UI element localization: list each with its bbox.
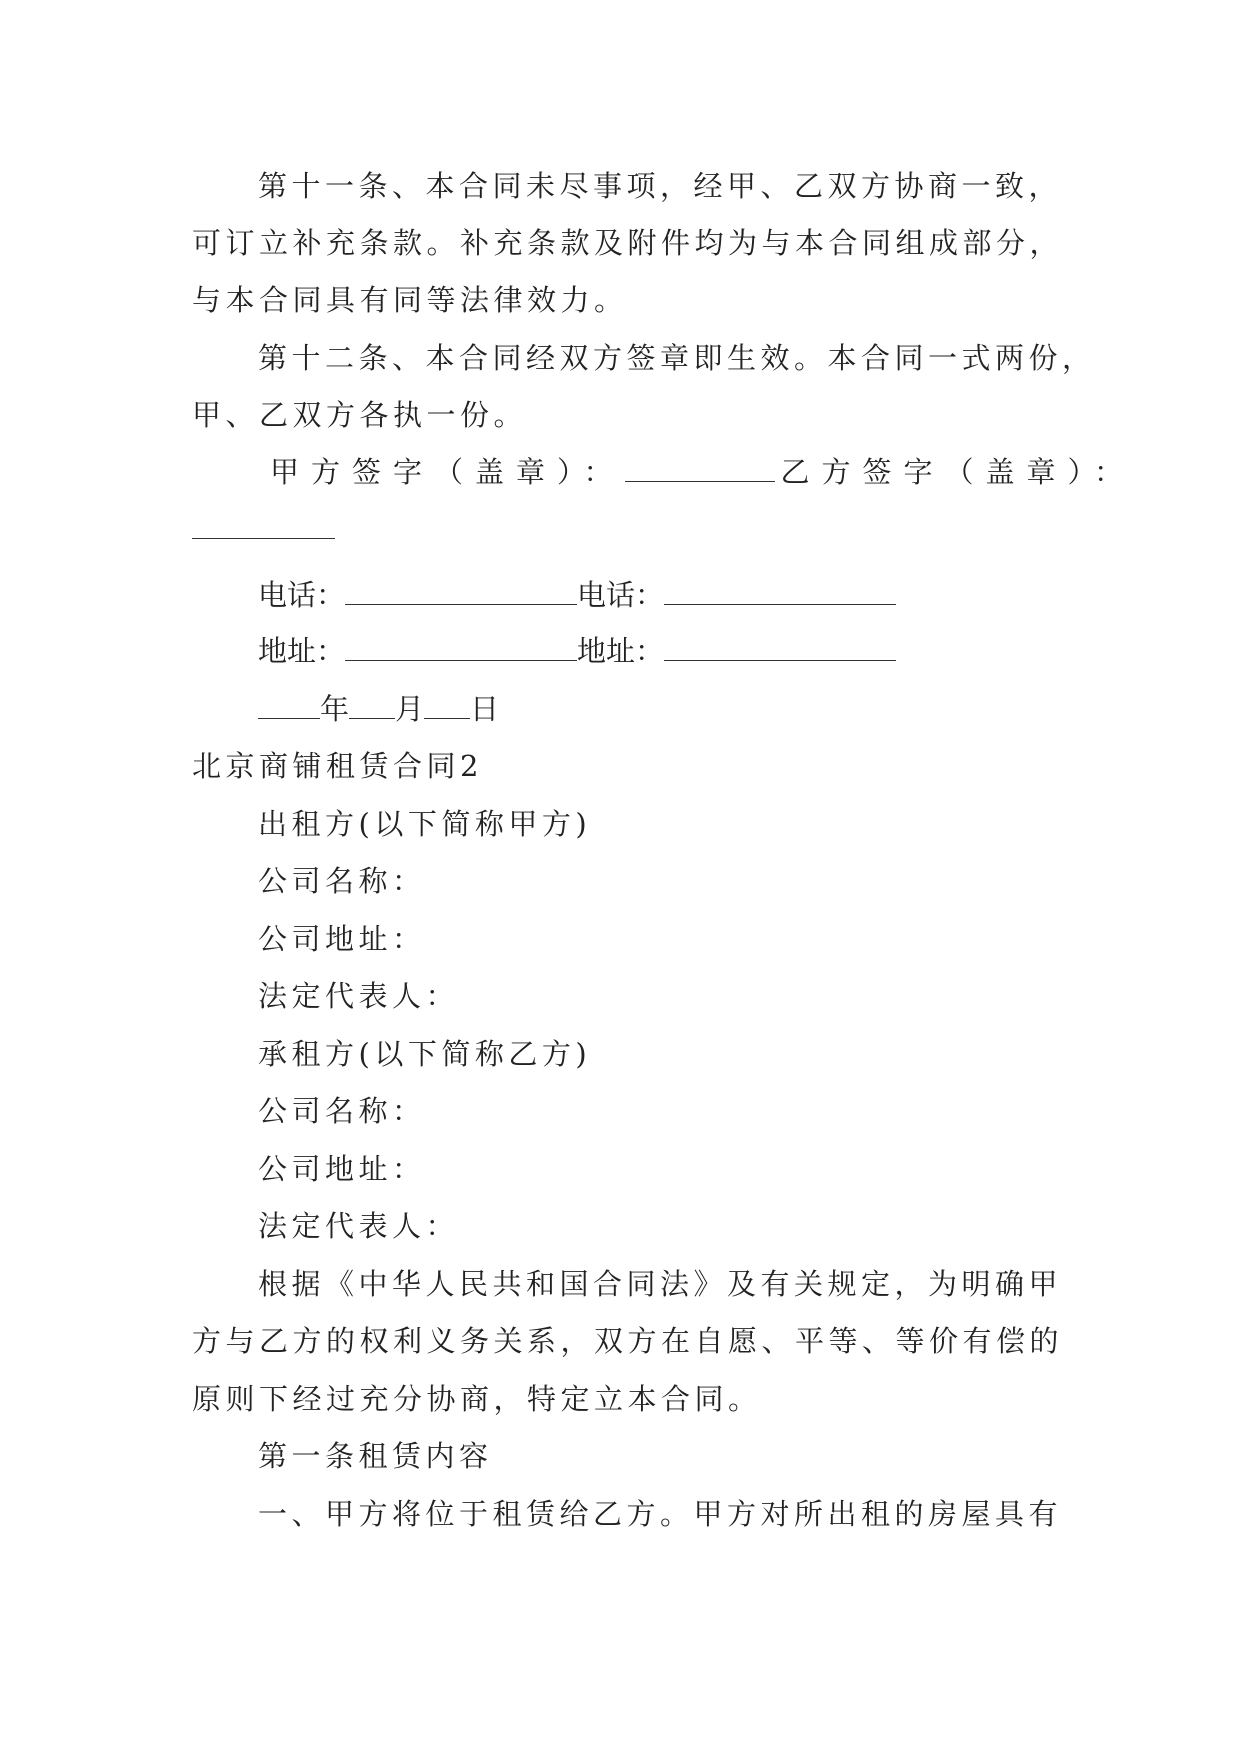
date-line (258, 690, 499, 728)
party-b-signature-line (192, 510, 335, 548)
party-a-address-label: 地址： (258, 634, 346, 668)
article11-line-3: 与本合同具有同等法律效力。 (192, 283, 628, 317)
party-b-phone-label: 电话： (577, 578, 665, 612)
preamble-line-1: 根据《中华人民共和国合同法》及有关规定，为明确甲 (258, 1267, 1063, 1301)
party-a-address-blank (345, 634, 577, 661)
party-b-phone-blank (664, 578, 896, 605)
article1-heading: 第一条租赁内容 (258, 1439, 493, 1473)
lessee-heading: 承租方(以下简称乙方) (258, 1037, 592, 1071)
year-label: 年 (320, 692, 350, 726)
preamble-line-3: 原则下经过充分协商，特定立本合同。 (192, 1382, 762, 1416)
month-label: 月 (395, 692, 425, 726)
year-blank (258, 692, 320, 719)
lessor-company-name-label: 公司名称： (258, 864, 426, 898)
day-label: 日 (470, 692, 500, 726)
article12-line-2: 甲、乙双方各执一份。 (192, 398, 528, 432)
party-b-signature-label: 乙方签字（盖章）： (780, 455, 1136, 489)
party-a-phone-label: 电话： (258, 578, 346, 612)
party-b-signature-blank (192, 512, 335, 539)
address-line (258, 632, 896, 670)
lessor-company-address-label: 公司地址： (258, 922, 426, 956)
party-a-phone-blank (345, 578, 577, 605)
phone-line (258, 576, 896, 614)
article11-line-2: 可订立补充条款。补充条款及附件均为与本合同组成部分， (192, 226, 1064, 260)
signature-line (270, 453, 1135, 491)
preamble-line-2: 方与乙方的权利义务关系，双方在自愿、平等、等价有偿的 (192, 1324, 1064, 1358)
lessor-heading: 出租方(以下简称甲方) (258, 807, 592, 841)
party-b-address-blank (664, 634, 896, 661)
lessee-company-name-label: 公司名称： (258, 1094, 426, 1128)
lessor-legal-rep-label: 法定代表人： (258, 979, 460, 1013)
party-a-signature-label: 甲方签字（盖章）： (270, 455, 625, 489)
party-a-signature-blank (625, 455, 775, 482)
article1-line-1: 一、甲方将位于租赁给乙方。甲方对所出租的房屋具有 (258, 1497, 1063, 1531)
month-blank (349, 692, 395, 719)
day-blank (424, 692, 470, 719)
party-b-address-label: 地址： (577, 634, 665, 668)
article11-line-1: 第十一条、本合同未尽事项，经甲、乙双方协商一致， (258, 169, 1063, 203)
article12-line-1: 第十二条、本合同经双方签章即生效。本合同一式两份， (258, 341, 1096, 375)
lessee-company-address-label: 公司地址： (258, 1152, 426, 1186)
lessee-legal-rep-label: 法定代表人： (258, 1209, 460, 1243)
contract2-title: 北京商铺租赁合同2 (192, 749, 483, 783)
